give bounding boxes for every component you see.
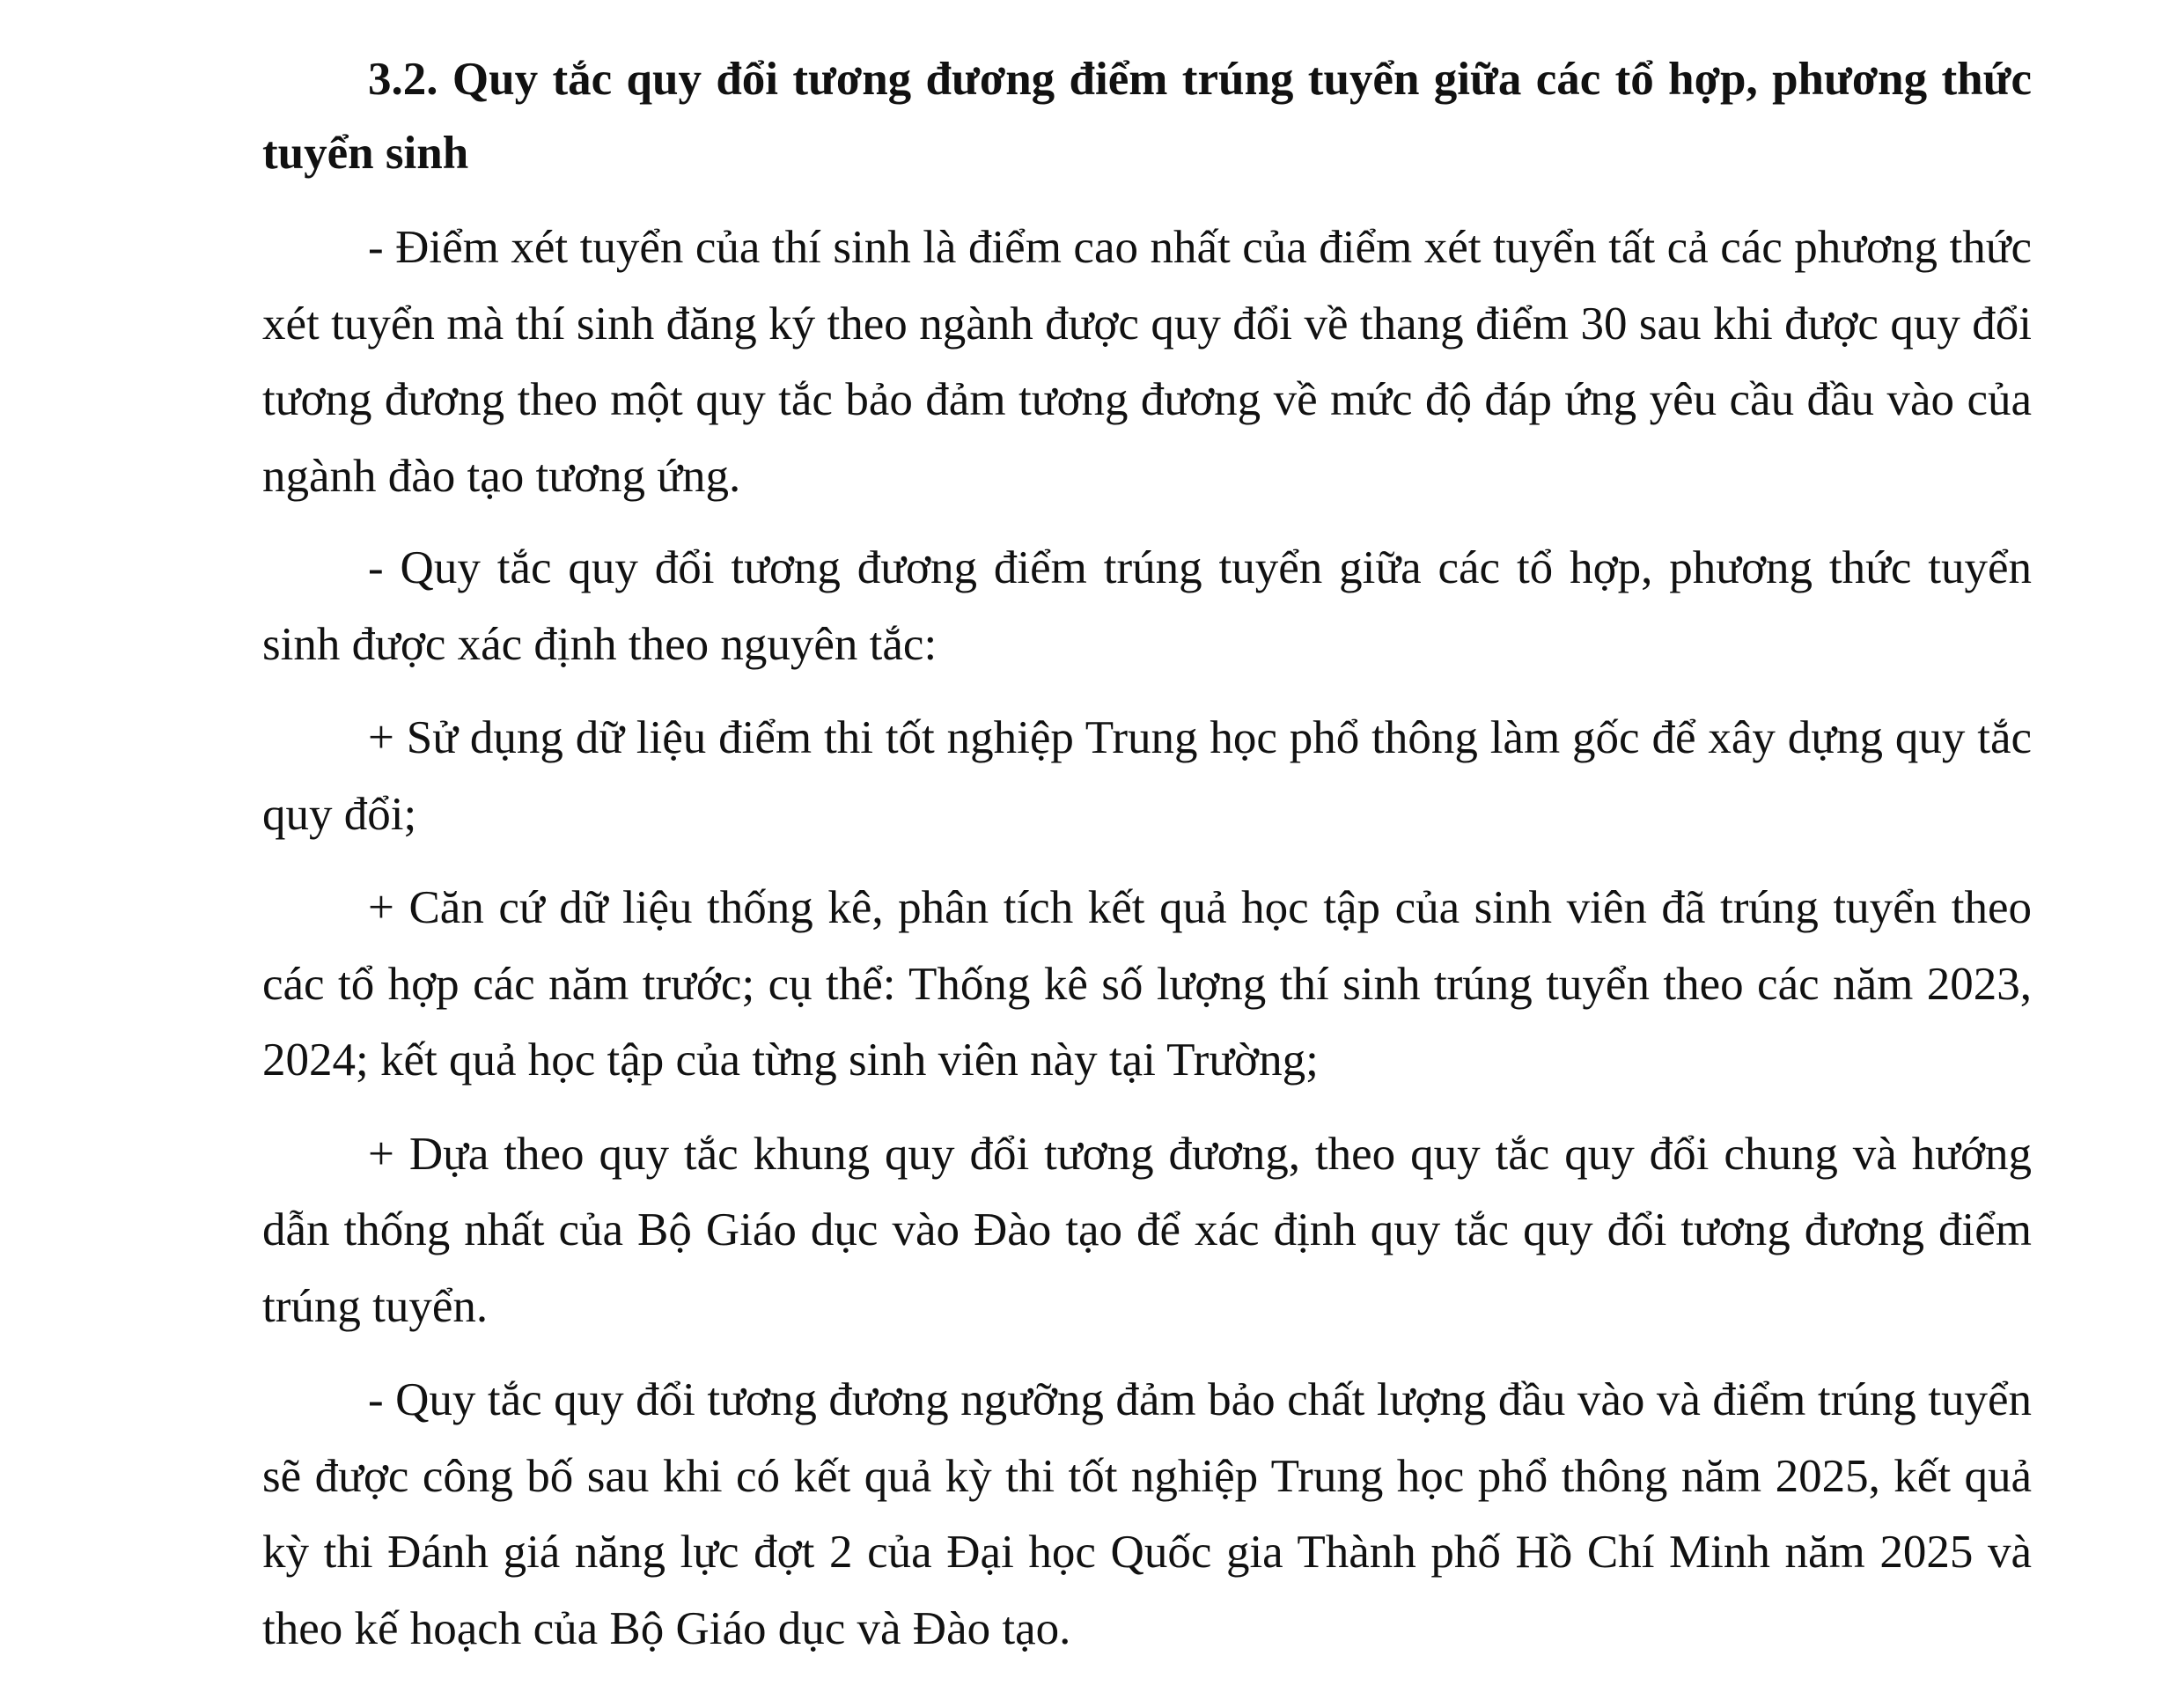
paragraph-baseline-data: + Sử dụng dữ liệu điểm thi tốt nghiệp Trung học phổ thông làm gốc để xây dựng quy tắc quy đổi; [262, 712, 2032, 840]
paragraph-admission-score: - Điểm xét tuyển của thí sinh là điểm cao nhất của điểm xét tuyển tất cả các phương thức xét tuyển mà thí sinh đăng ký theo ngành được quy đổi về thang điểm 30 sau khi được quy đổi tương đương theo một quy tắc bảo đảm tương đương về mức độ đáp ứng yêu cầu đầu vào của ngành đào tạo tương ứng. [262, 222, 2032, 502]
paragraph-conversion-rule: - Quy tắc quy đổi tương đương điểm trúng tuyển giữa các tổ hợp, phương thức tuyển sinh được xác định theo nguyên tắc: [262, 542, 2032, 670]
section-heading: 3.2. Quy tắc quy đổi tương đương điểm trúng tuyển giữa các tổ hợp, phương thức tuyển sinh [262, 54, 2032, 179]
document-body [262, 42, 2032, 1667]
paragraph-announcement: - Quy tắc quy đổi tương đương ngưỡng đảm bảo chất lượng đầu vào và điểm trúng tuyển sẽ được công bố sau khi có kết quả kỳ thi tốt nghiệp Trung học phổ thông năm 2025, kết quả kỳ thi Đánh giá năng lực đợt 2 của Đại học Quốc gia Thành phố Hồ Chí Minh năm 2025 và theo kế hoạch của Bộ Giáo dục và Đào tạo. [262, 1374, 2032, 1654]
paragraph-framework: + Dựa theo quy tắc khung quy đổi tương đương, theo quy tắc quy đổi chung và hướng dẫn thống nhất của Bộ Giáo dục vào Đào tạo để xác định quy tắc quy đổi tương đương điểm trúng tuyển. [262, 1128, 2032, 1332]
paragraph-statistics: + Căn cứ dữ liệu thống kê, phân tích kết quả học tập của sinh viên đã trúng tuyển theo các tổ hợp các năm trước; cụ thể: Thống kê số lượng thí sinh trúng tuyển theo các năm 2023, 2024; kết quả học tập của từng sinh viên này tại Trường; [262, 882, 2032, 1086]
